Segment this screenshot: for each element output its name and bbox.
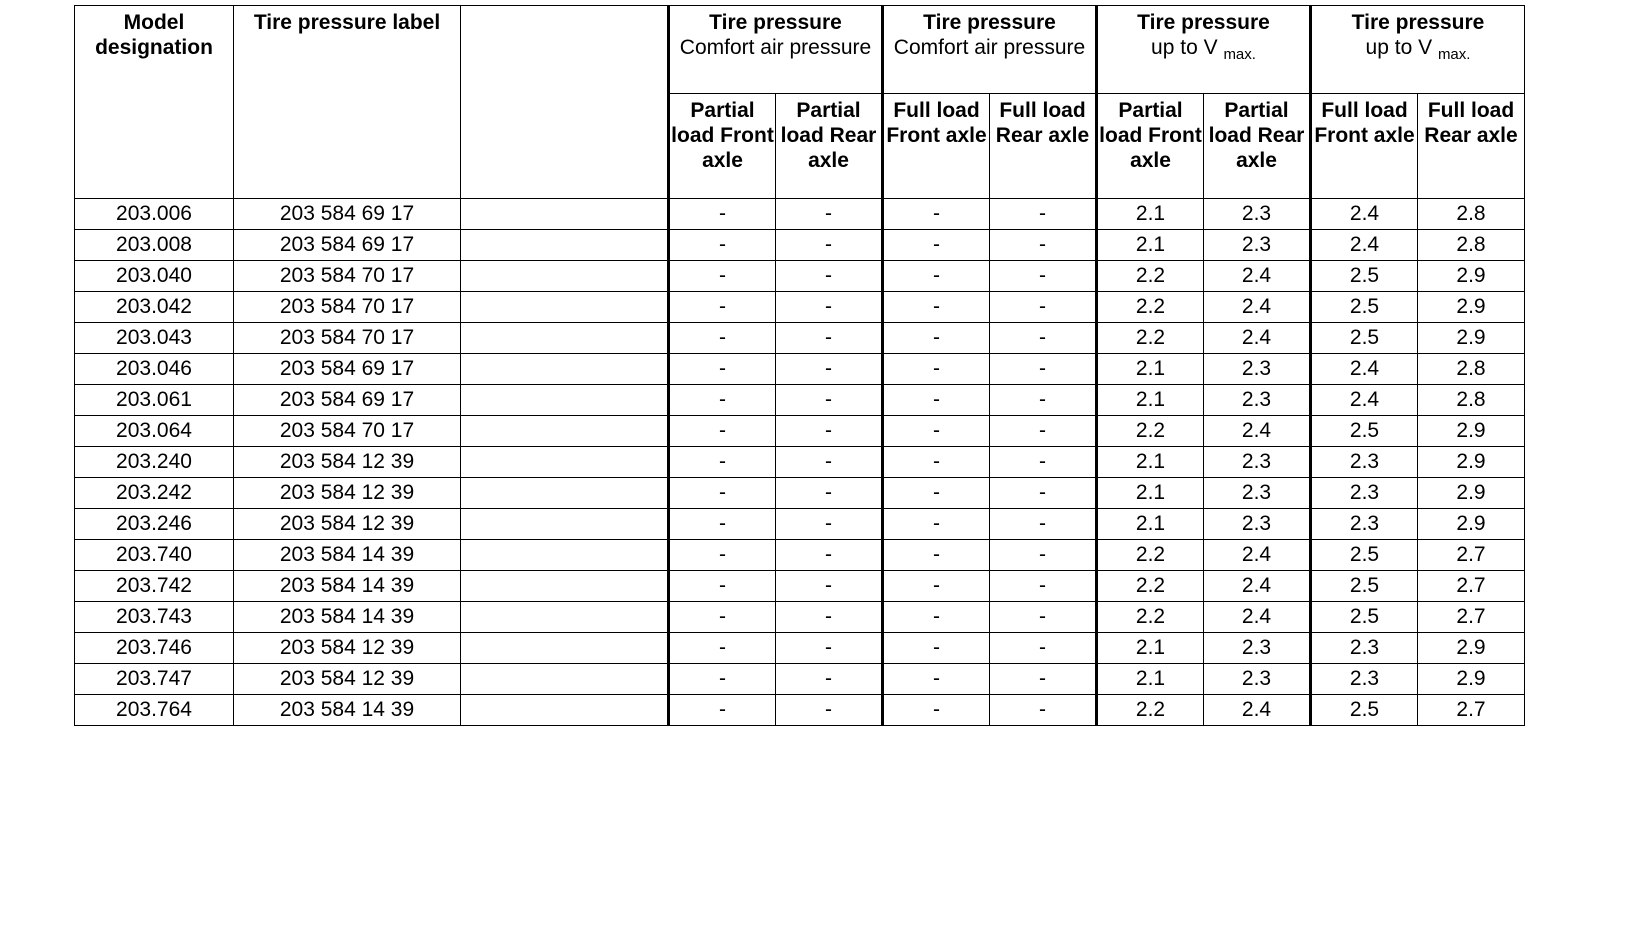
pressure-value-cell: - <box>883 695 990 726</box>
pressure-value-cell: 2.4 <box>1204 695 1311 726</box>
model-designation-header: Model designation <box>75 6 234 199</box>
subcolumn-header: Partial load Rear axle <box>1204 94 1311 199</box>
pressure-value-cell: - <box>990 602 1097 633</box>
tire-pressure-label-cell: 203 584 14 39 <box>234 602 461 633</box>
table-row <box>75 571 1525 602</box>
pressure-value-cell: 2.3 <box>1204 230 1311 261</box>
pressure-value-cell: - <box>990 199 1097 230</box>
table-row <box>75 385 1525 416</box>
subcolumn-header: Partial load Front axle <box>1097 94 1204 199</box>
table-row <box>75 416 1525 447</box>
pressure-value-cell: - <box>776 447 883 478</box>
pressure-value-cell: 2.4 <box>1204 602 1311 633</box>
model-designation-cell: 203.040 <box>75 261 234 292</box>
tire-pressure-label-cell: 203 584 14 39 <box>234 571 461 602</box>
pressure-value-cell: - <box>776 664 883 695</box>
table-row <box>75 695 1525 726</box>
pressure-value-cell: 2.7 <box>1418 571 1525 602</box>
pressure-value-cell: - <box>776 602 883 633</box>
pressure-value-cell: - <box>990 633 1097 664</box>
tire-pressure-table <box>74 5 1525 726</box>
pressure-value-cell: 2.1 <box>1097 664 1204 695</box>
group-title: Tire pressure <box>923 11 1056 34</box>
pressure-value-cell: 2.8 <box>1418 199 1525 230</box>
tire-pressure-label-cell: 203 584 70 17 <box>234 323 461 354</box>
pressure-value-cell: - <box>990 230 1097 261</box>
table-row <box>75 447 1525 478</box>
pressure-value-cell: - <box>776 633 883 664</box>
tire-pressure-label-cell: 203 584 12 39 <box>234 633 461 664</box>
pressure-value-cell: - <box>883 602 990 633</box>
pressure-value-cell: - <box>883 416 990 447</box>
pressure-value-cell: 2.2 <box>1097 602 1204 633</box>
pressure-value-cell: 2.1 <box>1097 447 1204 478</box>
table-row <box>75 509 1525 540</box>
pressure-value-cell: 2.1 <box>1097 509 1204 540</box>
pressure-value-cell: 2.4 <box>1311 199 1418 230</box>
pressure-value-cell: - <box>883 478 990 509</box>
model-designation-cell: 203.061 <box>75 385 234 416</box>
group-title: Tire pressure <box>1351 11 1485 34</box>
pressure-value-cell: - <box>990 509 1097 540</box>
pressure-value-cell: - <box>776 509 883 540</box>
table-body <box>75 199 1525 726</box>
pressure-value-cell: - <box>669 199 776 230</box>
pressure-value-cell: 2.9 <box>1418 478 1525 509</box>
pressure-value-cell: - <box>776 230 883 261</box>
group-subtitle: up to V $_{max.}$ <box>1151 36 1256 63</box>
model-designation-cell: 203.008 <box>75 230 234 261</box>
pressure-value-cell: 2.9 <box>1418 323 1525 354</box>
pressure-value-cell: 2.7 <box>1418 602 1525 633</box>
pressure-value-cell: 2.5 <box>1311 602 1418 633</box>
model-designation-cell: 203.747 <box>75 664 234 695</box>
pressure-value-cell: - <box>669 292 776 323</box>
pressure-value-cell: 2.8 <box>1418 230 1525 261</box>
pressure-value-cell: 2.3 <box>1311 478 1418 509</box>
pressure-value-cell: 2.3 <box>1204 509 1311 540</box>
pressure-value-cell: - <box>669 695 776 726</box>
pressure-value-cell: - <box>776 478 883 509</box>
group-subtitle: up to V $_{max.}$ <box>1365 36 1471 63</box>
pressure-value-cell: - <box>883 199 990 230</box>
pressure-value-cell: - <box>669 354 776 385</box>
group-subtitle: Comfort air pressure <box>893 36 1086 59</box>
pressure-value-cell: - <box>776 292 883 323</box>
model-designation-cell: 203.064 <box>75 416 234 447</box>
tire-pressure-label-header: Tire pressure label <box>234 6 461 199</box>
blank-cell <box>461 602 669 633</box>
pressure-value-cell: 2.8 <box>1418 385 1525 416</box>
pressure-value-cell: - <box>776 695 883 726</box>
blank-cell <box>461 509 669 540</box>
pressure-value-cell: - <box>669 478 776 509</box>
pressure-value-cell: - <box>776 540 883 571</box>
pressure-value-cell: - <box>883 385 990 416</box>
pressure-value-cell: - <box>776 571 883 602</box>
pressure-value-cell: 2.1 <box>1097 478 1204 509</box>
blank-cell <box>461 695 669 726</box>
model-designation-cell: 203.740 <box>75 540 234 571</box>
tire-pressure-label-cell: 203 584 12 39 <box>234 447 461 478</box>
pressure-value-cell: 2.1 <box>1097 385 1204 416</box>
model-designation-cell: 203.043 <box>75 323 234 354</box>
pressure-value-cell: 2.3 <box>1204 354 1311 385</box>
pressure-value-cell: - <box>990 447 1097 478</box>
pressure-value-cell: 2.3 <box>1204 633 1311 664</box>
pressure-value-cell: 2.3 <box>1204 385 1311 416</box>
pressure-value-cell: 2.4 <box>1311 385 1418 416</box>
group-title: Tire pressure <box>709 11 842 34</box>
tire-pressure-label-cell: 203 584 14 39 <box>234 540 461 571</box>
pressure-value-cell: 2.2 <box>1097 416 1204 447</box>
pressure-value-cell: - <box>990 664 1097 695</box>
pressure-value-cell: - <box>669 509 776 540</box>
pressure-value-cell: - <box>990 416 1097 447</box>
tire-pressure-label-cell: 203 584 12 39 <box>234 664 461 695</box>
tire-pressure-label-cell: 203 584 69 17 <box>234 385 461 416</box>
blank-cell <box>461 633 669 664</box>
pressure-value-cell: - <box>669 323 776 354</box>
pressure-value-cell: - <box>883 633 990 664</box>
model-designation-cell: 203.042 <box>75 292 234 323</box>
blank-cell <box>461 540 669 571</box>
pressure-value-cell: - <box>776 354 883 385</box>
blank-cell <box>461 478 669 509</box>
pressure-value-cell: 2.7 <box>1418 540 1525 571</box>
table-row <box>75 540 1525 571</box>
pressure-value-cell: - <box>990 385 1097 416</box>
pressure-value-cell: 2.3 <box>1204 664 1311 695</box>
pressure-value-cell: - <box>669 633 776 664</box>
pressure-value-cell: - <box>669 230 776 261</box>
pressure-value-cell: - <box>990 354 1097 385</box>
pressure-value-cell: 2.9 <box>1418 664 1525 695</box>
tire-pressure-label-cell: 203 584 12 39 <box>234 509 461 540</box>
group-subtitle: Comfort air pressure <box>679 36 872 59</box>
model-designation-cell: 203.742 <box>75 571 234 602</box>
pressure-value-cell: - <box>883 292 990 323</box>
table-row <box>75 354 1525 385</box>
pressure-value-cell: - <box>883 261 990 292</box>
pressure-value-cell: 2.3 <box>1204 478 1311 509</box>
pressure-value-cell: - <box>776 323 883 354</box>
pressure-value-cell: - <box>883 447 990 478</box>
subcolumn-header: Partial load Rear axle <box>776 94 883 199</box>
pressure-value-cell: 2.4 <box>1204 323 1311 354</box>
table-row <box>75 664 1525 695</box>
blank-cell <box>461 261 669 292</box>
pressure-value-cell: 2.9 <box>1418 416 1525 447</box>
pressure-value-cell: 2.3 <box>1311 447 1418 478</box>
pressure-value-cell: 2.2 <box>1097 571 1204 602</box>
pressure-value-cell: 2.9 <box>1418 261 1525 292</box>
pressure-value-cell: - <box>990 571 1097 602</box>
pressure-value-cell: 2.9 <box>1418 447 1525 478</box>
pressure-value-cell: - <box>883 509 990 540</box>
pressure-value-cell: 2.7 <box>1418 695 1525 726</box>
pressure-value-cell: 2.4 <box>1204 292 1311 323</box>
table-row <box>75 602 1525 633</box>
group-header-vmax-partial <box>1097 6 1311 94</box>
pressure-value-cell: 2.4 <box>1311 230 1418 261</box>
blank-header <box>461 6 669 199</box>
pressure-value-cell: 2.3 <box>1204 199 1311 230</box>
pressure-value-cell: - <box>883 354 990 385</box>
model-designation-cell: 203.764 <box>75 695 234 726</box>
tire-pressure-label-cell: 203 584 69 17 <box>234 230 461 261</box>
blank-cell <box>461 416 669 447</box>
group-title: Tire pressure <box>1137 11 1270 34</box>
pressure-value-cell: - <box>883 664 990 695</box>
pressure-value-cell: 2.5 <box>1311 571 1418 602</box>
pressure-value-cell: 2.5 <box>1311 695 1418 726</box>
subcolumn-header: Full load Rear axle <box>1418 94 1525 199</box>
pressure-value-cell: - <box>776 199 883 230</box>
blank-cell <box>461 230 669 261</box>
tire-pressure-label-cell: 203 584 70 17 <box>234 416 461 447</box>
blank-cell <box>461 571 669 602</box>
pressure-value-cell: - <box>776 261 883 292</box>
table-header <box>75 6 1525 199</box>
pressure-value-cell: - <box>990 261 1097 292</box>
pressure-value-cell: 2.5 <box>1311 323 1418 354</box>
pressure-value-cell: - <box>669 261 776 292</box>
model-designation-cell: 203.240 <box>75 447 234 478</box>
pressure-value-cell: - <box>669 540 776 571</box>
pressure-value-cell: 2.2 <box>1097 540 1204 571</box>
pressure-value-cell: 2.2 <box>1097 323 1204 354</box>
pressure-value-cell: 2.2 <box>1097 695 1204 726</box>
subcolumn-header: Full load Front axle <box>1311 94 1418 199</box>
tire-pressure-label-cell: 203 584 14 39 <box>234 695 461 726</box>
group-header-comfort-full <box>883 6 1097 94</box>
pressure-value-cell: 2.3 <box>1311 509 1418 540</box>
table-row <box>75 323 1525 354</box>
tire-pressure-label-cell: 203 584 69 17 <box>234 354 461 385</box>
pressure-value-cell: - <box>669 571 776 602</box>
table-row <box>75 199 1525 230</box>
pressure-value-cell: 2.1 <box>1097 354 1204 385</box>
pressure-value-cell: 2.5 <box>1311 540 1418 571</box>
tire-pressure-label-cell: 203 584 69 17 <box>234 199 461 230</box>
blank-cell <box>461 292 669 323</box>
group-header-vmax-full <box>1311 6 1525 94</box>
model-designation-cell: 203.246 <box>75 509 234 540</box>
pressure-value-cell: - <box>883 230 990 261</box>
pressure-value-cell: - <box>990 695 1097 726</box>
pressure-value-cell: - <box>883 540 990 571</box>
table-row <box>75 261 1525 292</box>
pressure-value-cell: - <box>990 323 1097 354</box>
pressure-value-cell: - <box>669 416 776 447</box>
table-row <box>75 230 1525 261</box>
model-designation-cell: 203.242 <box>75 478 234 509</box>
pressure-value-cell: - <box>669 602 776 633</box>
pressure-value-cell: 2.2 <box>1097 261 1204 292</box>
blank-cell <box>461 323 669 354</box>
model-designation-cell: 203.746 <box>75 633 234 664</box>
pressure-value-cell: 2.9 <box>1418 633 1525 664</box>
model-designation-cell: 203.006 <box>75 199 234 230</box>
pressure-value-cell: 2.4 <box>1204 540 1311 571</box>
pressure-value-cell: 2.1 <box>1097 199 1204 230</box>
subcolumn-header: Full load Front axle <box>883 94 990 199</box>
pressure-value-cell: 2.5 <box>1311 261 1418 292</box>
pressure-value-cell: 2.2 <box>1097 292 1204 323</box>
pressure-value-cell: - <box>776 416 883 447</box>
tire-pressure-label-cell: 203 584 70 17 <box>234 261 461 292</box>
model-designation-cell: 203.046 <box>75 354 234 385</box>
group-header-comfort-partial <box>669 6 883 94</box>
tire-pressure-label-cell: 203 584 12 39 <box>234 478 461 509</box>
blank-cell <box>461 664 669 695</box>
table-row <box>75 292 1525 323</box>
pressure-value-cell: 2.9 <box>1418 292 1525 323</box>
pressure-value-cell: - <box>883 323 990 354</box>
pressure-value-cell: 2.1 <box>1097 230 1204 261</box>
table-row <box>75 478 1525 509</box>
pressure-value-cell: 2.5 <box>1311 416 1418 447</box>
pressure-value-cell: 2.4 <box>1204 416 1311 447</box>
subcolumn-header: Partial load Front axle <box>669 94 776 199</box>
subcolumn-header: Full load Rear axle <box>990 94 1097 199</box>
pressure-value-cell: - <box>883 571 990 602</box>
pressure-value-cell: - <box>669 664 776 695</box>
pressure-value-cell: - <box>776 385 883 416</box>
pressure-value-cell: - <box>669 447 776 478</box>
pressure-value-cell: 2.4 <box>1204 261 1311 292</box>
pressure-value-cell: 2.3 <box>1204 447 1311 478</box>
pressure-value-cell: - <box>990 478 1097 509</box>
pressure-value-cell: 2.3 <box>1311 633 1418 664</box>
blank-cell <box>461 199 669 230</box>
blank-cell <box>461 385 669 416</box>
pressure-value-cell: 2.1 <box>1097 633 1204 664</box>
pressure-value-cell: 2.3 <box>1311 664 1418 695</box>
pressure-value-cell: 2.4 <box>1204 571 1311 602</box>
tire-pressure-label-cell: 203 584 70 17 <box>234 292 461 323</box>
pressure-value-cell: 2.8 <box>1418 354 1525 385</box>
pressure-value-cell: - <box>990 292 1097 323</box>
blank-cell <box>461 354 669 385</box>
model-designation-cell: 203.743 <box>75 602 234 633</box>
pressure-value-cell: 2.9 <box>1418 509 1525 540</box>
table-row <box>75 633 1525 664</box>
pressure-value-cell: 2.5 <box>1311 292 1418 323</box>
blank-cell <box>461 447 669 478</box>
pressure-value-cell: - <box>990 540 1097 571</box>
pressure-value-cell: 2.4 <box>1311 354 1418 385</box>
pressure-value-cell: - <box>669 385 776 416</box>
